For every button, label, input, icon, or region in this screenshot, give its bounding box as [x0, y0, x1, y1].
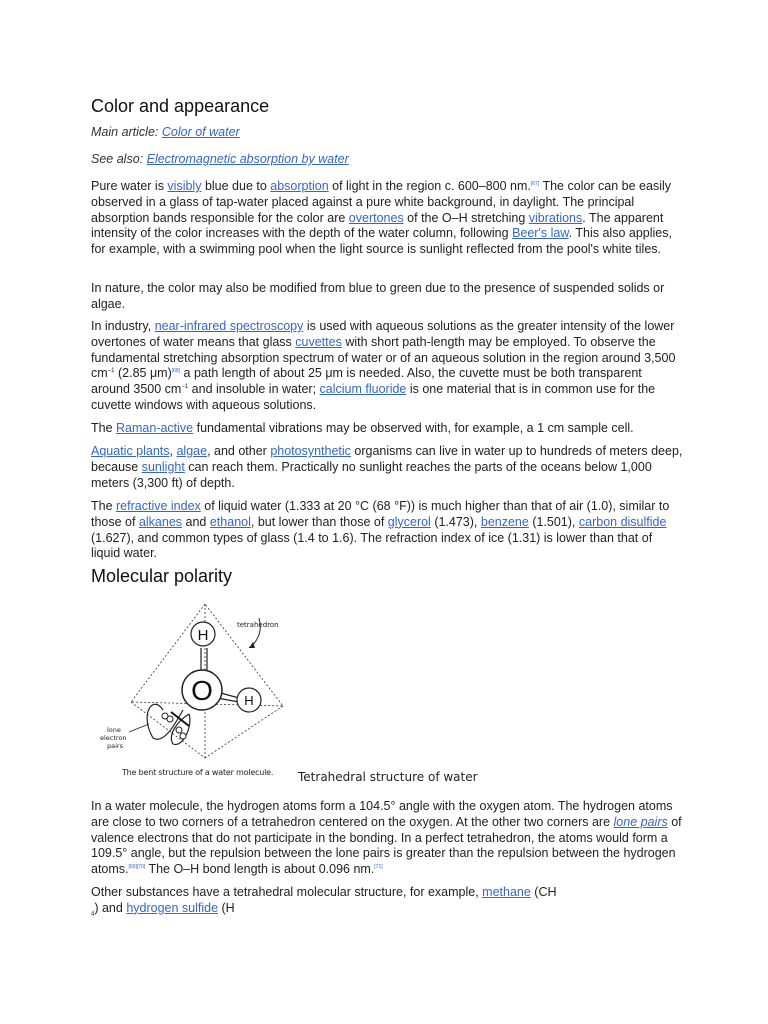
section-heading-color: Color and appearance — [91, 96, 270, 116]
raman-active-link[interactable]: Raman-active — [116, 421, 194, 435]
lone-pair-lobe-1 — [147, 704, 183, 739]
photosynthetic-link[interactable]: photosynthetic — [270, 444, 351, 458]
main-article-note — [91, 125, 240, 139]
citation-68[interactable]: [68] — [171, 368, 181, 375]
oxygen-label: O — [191, 675, 213, 706]
tetrahedron-label: tetrahedron — [237, 621, 279, 629]
alkanes-link[interactable]: alkanes — [138, 514, 183, 529]
benzene-link[interactable]: benzene — [480, 514, 529, 529]
see-also-note — [91, 152, 349, 166]
methane-link[interactable]: methane — [482, 885, 531, 899]
em-absorption-link[interactable]: Electromagnetic absorption by water — [146, 152, 349, 166]
glycerol-link[interactable]: glycerol — [387, 514, 431, 529]
paragraph-nature: In nature, the color may also be modified from blue to green due to the presence of suspended solids or algae. — [91, 281, 665, 311]
water-tetrahedron-figure — [93, 598, 279, 784]
sunlight-link[interactable]: sunlight — [141, 459, 185, 474]
paragraph-industry: In industry, near-infrared spectroscopy is used with aqueous solutions as the greater intensity of the lower overtones of water means that glass cuvettes with short path-length may be employed. To observe the fundamental stretching absorption spectrum of water or of an aqueous solution in the region around 3,500 $cm^{-1}$ (2.85 μm)[68] a path length of about 25 μm is needed. Also, the cuvette must be both transparent around 3500 $cm^{-1}$ and insoluble in water; calcium fluoride is one material that is in common use for the cuvette windows with aqueous solutions. — [91, 319, 676, 412]
paragraph-refractive: The refractive index of liquid water (1.333 at 20 °C (68 °F)) is much higher than that of air (1.0), similar to those of alkanes and ethanol, but lower than those of glycerol (1.473), benzene (1.501), carbon disulfide (1.627), and common types of glass (1.4 to 1.6). The refraction index of ice (1.31) is lower than that of liquid water. — [91, 499, 670, 561]
aquatic-plants-link[interactable]: Aquatic plants — [91, 444, 170, 458]
paragraph-aquatic: Aquatic plants, algae, and other photosynthetic organisms can live in water up to hundreds of meters deep, because sunlight can reach them. Practically no sunlight reaches the parts of the oceans below 1,000 meters (3,300 ft) of depth. — [91, 444, 683, 490]
hydrogen-sulfide-link[interactable]: hydrogen sulfide — [126, 900, 219, 915]
ethanol-link[interactable]: ethanol — [209, 514, 251, 529]
hydrogen-label-top: H — [197, 627, 209, 644]
pairs-label: pairs — [107, 742, 123, 750]
lone-pairs-link[interactable]: lone pairs — [613, 814, 668, 829]
paragraph-water-molecule: In a water molecule, the hydrogen atoms form a 104.5° angle with the oxygen atom. The hydrogen atoms are close to two corners of a tetrahedron centered on the oxygen. At the other two corners are lone pairs of valence electrons that do not participate in the bonding. In a perfect tetrahedron, the atoms would form a 109.5° angle, but the repulsion between the lone pairs is greater than the repulsion between the hydrogen atoms.[69][70] The O–H bond length is about 0.096 nm.[71] — [91, 799, 682, 877]
lone-label: lone — [107, 726, 121, 734]
nir-spectroscopy-link[interactable]: near-infrared spectroscopy — [154, 319, 304, 333]
electron-label: electron — [100, 734, 127, 742]
citation-71[interactable]: [71] — [374, 864, 383, 871]
figure-caption: Tetrahedral structure of water — [298, 770, 478, 784]
calcium-fluoride-link[interactable]: calcium fluoride — [319, 382, 407, 397]
citation-67[interactable]: [67] — [530, 180, 540, 187]
color-of-water-link[interactable]: Color of water — [161, 125, 240, 139]
paragraph-raman: The Raman-active fundamental vibrations may be observed with, for example, a 1 cm sample cell. — [91, 421, 634, 435]
refractive-index-link[interactable]: refractive index — [116, 499, 201, 513]
citation-69-70[interactable]: [69][70] — [128, 864, 146, 871]
see-also-label: See also: — [91, 152, 144, 166]
carbon-disulfide-link[interactable]: carbon disulfide — [578, 514, 667, 529]
paragraph-other-substances: Other substances have a tetrahedral molecular structure, for example, methane (CH $_4$) and hydrogen sulfide (H — [91, 885, 557, 918]
visibly-link[interactable]: visibly — [167, 179, 202, 193]
paragraph-pure-water: Pure water is visibly blue due to absorption of light in the region c. 600–800 nm.[67] The color can be easily observed in a glass of tap-water placed against a pure white background, in daylight. The principal absorption bands responsible for the color are overtones of the O–H stretching vibrations. The apparent intensity of the color increases with the depth of the water column, following Beer's law. This also applies, for example, with a swimming pool when the light source is sunlight reflected from the pool's white tiles. — [91, 179, 672, 257]
algae-link[interactable]: algae — [176, 444, 208, 458]
figure-inner-caption: The bent structure of a water molecule. — [122, 768, 274, 777]
absorption-link[interactable]: absorption — [270, 179, 329, 193]
main-article-label: Main article: — [91, 125, 159, 139]
hydrogen-label-right: H — [244, 693, 254, 708]
section-heading-polarity: Molecular polarity — [91, 566, 233, 586]
beers-law-link[interactable]: Beer's law — [512, 226, 569, 241]
cuvettes-link[interactable]: cuvettes — [295, 334, 342, 349]
overtones-link[interactable]: overtones — [348, 210, 404, 225]
vibrations-link[interactable]: vibrations — [528, 210, 583, 225]
